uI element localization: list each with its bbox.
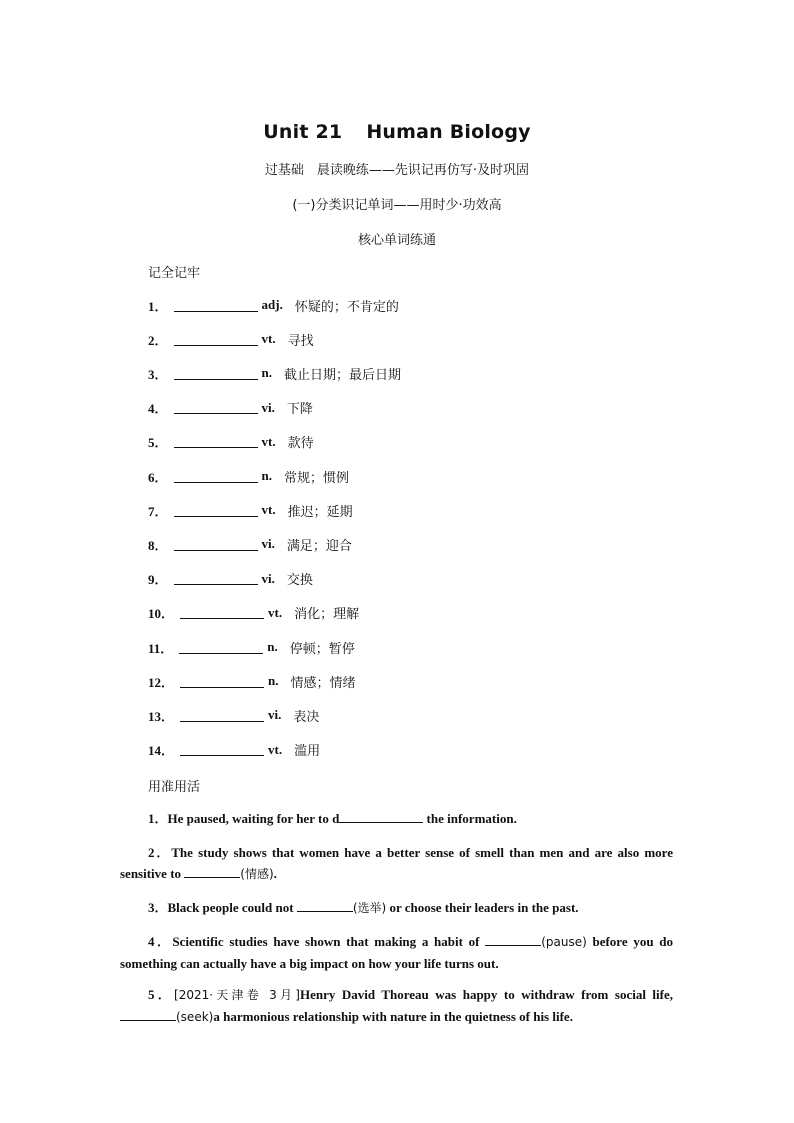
meaning: 怀疑的；不肯定的 [294, 299, 399, 315]
answer-blank[interactable] [174, 435, 258, 448]
part-of-speech: vt. [261, 433, 276, 449]
answer-blank[interactable] [174, 299, 258, 312]
part-of-speech: n. [268, 673, 279, 689]
sentence-5: 5．[2021·天津卷 3月]Henry David Thoreau was happy to withdraw from social life, (seek)a harmonious relationship with nature in the quietness of his life. [120, 984, 673, 1028]
part-of-speech: vt. [268, 604, 283, 620]
answer-blank[interactable] [174, 333, 258, 346]
vocab-number: 2． [148, 332, 168, 348]
answer-blank[interactable] [184, 866, 240, 878]
answer-blank[interactable] [180, 606, 264, 619]
answer-blank[interactable] [485, 934, 541, 946]
vocab-item [148, 364, 401, 382]
meaning: 满足；迎合 [286, 538, 352, 554]
answer-blank[interactable] [174, 504, 258, 517]
vocab-number: 12． [148, 674, 175, 690]
core-words-heading: 核心单词练通 [357, 233, 436, 248]
meaning: 滥用 [294, 744, 321, 760]
vocab-item [148, 741, 320, 759]
vocab-item [148, 296, 399, 314]
part-of-speech: n. [261, 468, 272, 483]
answer-blank[interactable] [180, 675, 264, 688]
answer-blank[interactable] [339, 811, 423, 823]
sentence-3: 3．Black people could not (选举) or choose their leaders in the past. [148, 900, 579, 915]
part-of-speech: vt. [268, 741, 283, 757]
vocab-number: 3． [148, 366, 168, 382]
meaning: 情感；情绪 [290, 675, 356, 691]
meaning: 款待 [287, 436, 314, 452]
vocab-number: 1． [148, 298, 168, 314]
part-of-speech: vi. [261, 570, 275, 586]
part-of-speech: n. [261, 365, 272, 381]
unit-number: Unit 21 [263, 121, 343, 143]
vocab-item [148, 570, 313, 588]
vocab-item [148, 330, 314, 348]
unit-topic: Human Biology [366, 121, 531, 143]
usage-heading: 用准用活 [148, 780, 201, 795]
answer-blank[interactable] [120, 1009, 176, 1021]
answer-blank[interactable] [174, 401, 258, 414]
meaning: 推迟；延期 [287, 504, 353, 520]
vocab-item [148, 433, 314, 451]
answer-blank[interactable] [179, 641, 263, 654]
vocab-number: 10． [148, 606, 175, 622]
answer-blank[interactable] [174, 470, 258, 483]
vocab-number: 9． [148, 572, 168, 588]
meaning: 表决 [293, 709, 320, 725]
answer-blank[interactable] [174, 572, 258, 585]
vocab-number: 11． [148, 640, 174, 656]
meaning: 截止日期；最后日期 [284, 367, 402, 383]
part-of-speech: vi. [261, 399, 275, 415]
vocab-number: 7． [148, 503, 168, 519]
meaning: 下降 [286, 402, 313, 418]
meaning: 交换 [286, 573, 313, 589]
vocab-item [148, 638, 355, 656]
sentence-1: 1．He paused, waiting for her to d the information. [148, 811, 517, 826]
part-of-speech: vi. [261, 536, 275, 552]
answer-blank[interactable] [174, 367, 258, 380]
vocab-item [148, 535, 352, 553]
vocab-number: 8． [148, 537, 168, 553]
sentence-2: 2．The study shows that women have a better sense of smell than men and are also more sensitive to (情感). [120, 845, 673, 881]
vocab-number: 5． [148, 435, 168, 451]
part-of-speech: adj. [261, 297, 283, 312]
subtitle: 过基础 晨读晚练——先识记再仿写·及时巩固 [264, 163, 530, 178]
answer-blank[interactable] [174, 538, 258, 551]
exam-source: [2021·天津卷 3月] [174, 988, 300, 1002]
part-of-speech: vi. [268, 707, 282, 723]
vocab-item [148, 501, 353, 519]
section-heading: (一)分类识记单词——用时少·功效高 [292, 198, 502, 213]
meaning: 寻找 [287, 333, 314, 349]
answer-blank[interactable] [180, 709, 264, 722]
meaning: 消化；理解 [294, 607, 360, 623]
vocab-number: 14． [148, 743, 175, 759]
memorize-heading: 记全记牢 [148, 266, 201, 281]
part-of-speech: vt. [261, 331, 276, 347]
meaning: 停顿；暂停 [289, 641, 355, 657]
answer-blank[interactable] [180, 743, 264, 756]
page-title [0, 121, 794, 143]
vocab-item [148, 604, 359, 622]
part-of-speech: vt. [261, 502, 276, 518]
vocab-item [148, 672, 356, 690]
answer-blank[interactable] [297, 900, 353, 912]
sentence-4: 4．Scientific studies have shown that making a habit of (pause) before you do something can actually have a big impact on how your life turns out. [120, 934, 673, 971]
vocab-item [148, 706, 319, 724]
vocab-number: 6． [148, 469, 168, 485]
meaning: 常规；惯例 [284, 470, 350, 486]
vocab-number: 13． [148, 708, 175, 724]
vocab-item [148, 467, 349, 485]
vocab-number: 4． [148, 401, 168, 417]
part-of-speech: n. [267, 639, 278, 654]
vocab-item [148, 399, 313, 417]
